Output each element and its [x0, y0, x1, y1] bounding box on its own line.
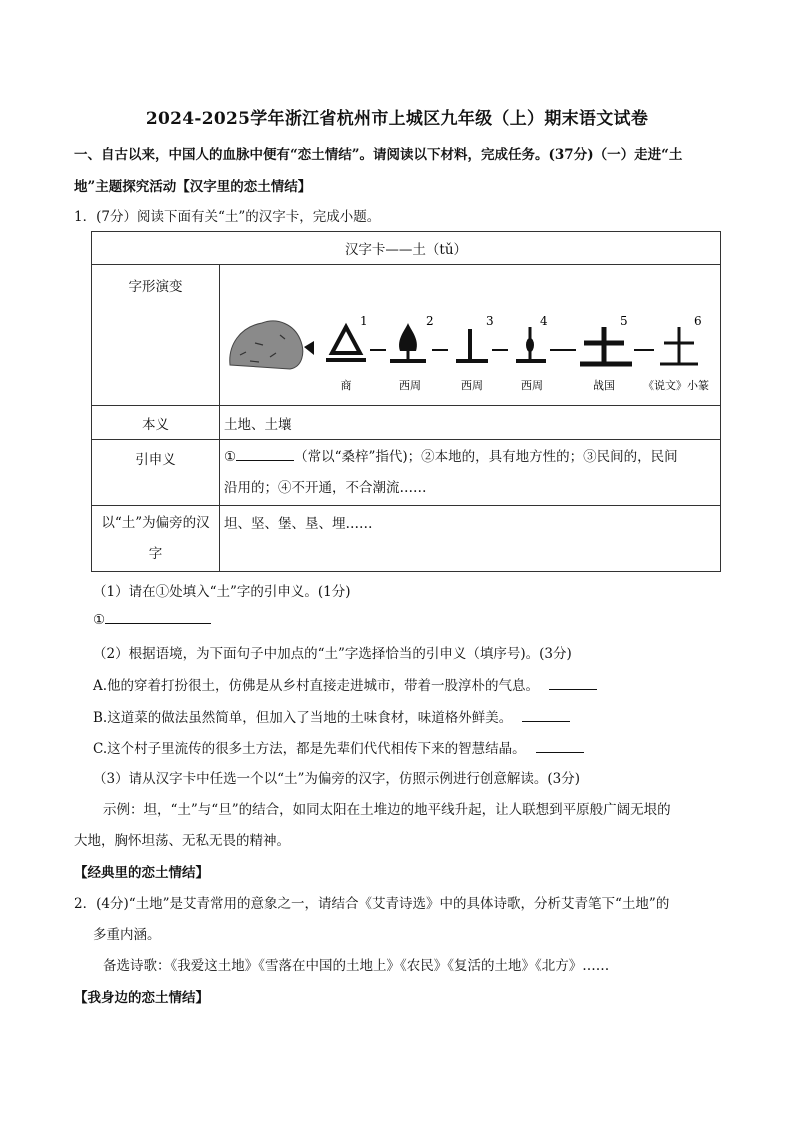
question1-sub2: （2）根据语境，为下面句子中加点的“土”字选择恰当的引申义（填序号)。(3分) [93, 646, 572, 662]
sentence-b: B.这道菜的做法虽然简单，但加入了当地的土味食材，味道格外鲜美。 [93, 710, 513, 726]
radical-label-line2: 字 [148, 545, 163, 562]
sentence-a: A.他的穿着打扮很土，仿佛是从乡村直接走进城市，带着一股淳朴的气息。 [93, 678, 540, 694]
question1-sub2-c [93, 737, 584, 757]
radical-label [92, 506, 220, 572]
stage-caption-1: 商 [340, 379, 352, 392]
glyph-stage-4 [516, 314, 548, 361]
extended-value [220, 440, 721, 506]
question2-line1: 2．(4分)“土地”是艾青常用的意象之一，请结合《艾青诗选》中的具体诗歌，分析艾青笔下“土地”的 [74, 896, 670, 912]
stage-caption-4: 西周 [521, 379, 543, 392]
evolution-label: 字形演变 [92, 265, 220, 406]
stage-caption-2: 西周 [399, 379, 421, 392]
section-classic: 【经典里的恋土情结】 [74, 865, 209, 881]
stage-number-5: 5 [620, 314, 628, 328]
answer-blank-a[interactable] [549, 677, 597, 690]
answer-blank-c[interactable] [536, 740, 584, 753]
glyph-evolution-figure [220, 265, 720, 405]
rock-image [230, 321, 314, 369]
radical-label-line1: 以“土”为偏旁的汉 [101, 514, 210, 531]
section1-intro-line1: 一、自古以来，中国人的血脉中便有“恋土情结”。请阅读以下材料，完成任务。(37分)（一）走进“土 [74, 147, 683, 163]
example-line2: 大地，胸怀坦荡、无私无畏的精神。 [74, 833, 290, 849]
stage-number-3: 3 [486, 314, 494, 328]
example-line1: 示例：坦，“土”与“旦”的结合，如同太阳在土堆边的地平线升起，让人联想到平原般广阔无垠的 [103, 802, 671, 818]
stage-caption-3: 西周 [461, 379, 483, 392]
stage-number-2: 2 [426, 314, 434, 328]
evolution-cell [220, 265, 721, 406]
question1-intro: 1．(7分）阅读下面有关“土”的汉字卡，完成小题。 [74, 209, 381, 225]
question1-sub2-b [93, 706, 570, 726]
answer-marker: ① [93, 612, 106, 628]
stage-caption-6: 《说文》小篆 [643, 379, 709, 392]
page-title: 2024-2025学年浙江省杭州市上城区九年级（上）期末语文试卷 [145, 109, 649, 129]
question2-poems: 备选诗歌：《我爱这土地》《雪落在中国的土地上》《农民》《复活的土地》《北方》…… [103, 958, 610, 974]
section-around: 【我身边的恋土情结】 [74, 990, 209, 1006]
glyph-stage-2 [390, 314, 434, 361]
stage-caption-5: 战国 [593, 379, 615, 392]
extended-label: 引申义 [92, 440, 220, 506]
meaning-value: 土地、土壤 [220, 406, 721, 440]
sentence-c: C.这个村子里流传的很多土方法，都是先辈们代代相传下来的智慧结晶。 [93, 741, 526, 757]
section1-intro-line2: 地”主题探究活动【汉字里的恋土情结】 [74, 179, 312, 195]
meaning-label: 本义 [92, 406, 220, 440]
character-card-table [91, 231, 721, 572]
question1-sub2-a [93, 674, 597, 694]
glyph-stage-6 [660, 314, 702, 364]
stage-number-1: 1 [360, 314, 368, 328]
stage-number-4: 4 [540, 314, 548, 328]
glyph-stage-3 [456, 314, 494, 361]
card-header: 汉字卡——土（tǔ） [92, 232, 721, 265]
question1-sub1: （1）请在①处填入“土”字的引申义。(1分) [93, 584, 351, 600]
extended-line2: 沿用的；④不开通，不合潮流…… [224, 479, 427, 496]
answer-blank-1[interactable] [105, 611, 211, 624]
radical-value: 坦、坚、堡、垦、埋…… [220, 506, 721, 572]
glyph-stage-1 [326, 314, 368, 360]
question1-sub1-answer [93, 611, 211, 628]
answer-blank-b[interactable] [522, 709, 570, 722]
glyph-stage-5 [580, 314, 632, 364]
extended-blank[interactable] [236, 448, 294, 461]
stage-number-6: 6 [694, 314, 702, 328]
question1-sub3: （3）请从汉字卡中任选一个以“土”为偏旁的汉字，仿照示例进行创意解读。(3分) [93, 771, 581, 787]
extended-marker-1: ① [224, 448, 237, 465]
extended-line1: （常以“桑梓”指代)；②本地的，具有地方性的；③民间的，民间 [294, 448, 678, 465]
question2-line2: 多重内涵。 [93, 927, 161, 943]
